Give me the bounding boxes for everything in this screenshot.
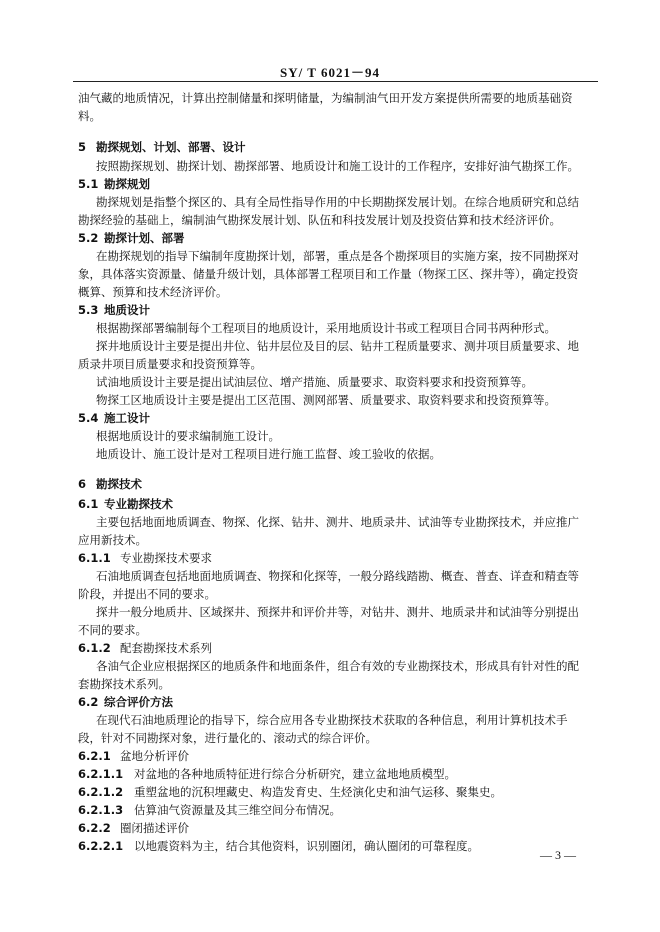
- intro-line-2: 料。: [78, 109, 101, 123]
- section-5-1-line-2: 勘探经验的基础上，编制油气勘探发展计划、队伍和科技发展计划及投资估算和技术经济评价。: [78, 213, 561, 227]
- section-6-1-title: 专业勘探技术: [104, 497, 173, 511]
- section-5-3-paragraph-4: 物探工区地质设计主要是提出工区范围、测网部署、质量要求、取资料要求和投资预算等。: [96, 393, 556, 407]
- section-5-3-paragraph-2a: 探井地质设计主要是提出井位、钻井层位及目的层、钻井工程质量要求、测井项目质量要求、地: [96, 339, 579, 353]
- header-rule: [73, 81, 598, 82]
- section-5-1-line-1: 勘探规划是指整个探区的、具有全局性指导作用的中长期勘探发展计划。在综合地质研究和总结: [96, 195, 579, 209]
- section-5-2-line-1: 在勘探规划的指导下编制年度勘探计划，部署，重点是各个勘探项目的实施方案，按不同勘探对: [96, 249, 579, 263]
- item-6-2-2-1-number: 6.2.2.1: [78, 839, 124, 853]
- section-5-2-number: 5.2: [78, 231, 99, 245]
- section-5-title: 勘探规划、计划、部署、设计: [96, 140, 246, 154]
- section-5-4-paragraph-1: 根据地质设计的要求编制施工设计。: [96, 429, 280, 443]
- section-5-3-number: 5.3: [78, 303, 99, 317]
- section-6-1-number: 6.1: [78, 497, 99, 511]
- section-5-1-number: 5.1: [78, 177, 99, 191]
- section-6-title: 勘探技术: [96, 477, 142, 491]
- item-6-2-1-2-text: 重塑盆地的沉积埋藏史、构造发育史、生烃演化史和油气运移、聚集史。: [134, 785, 502, 799]
- item-6-2-1-1-number: 6.2.1.1: [78, 767, 124, 781]
- section-6-1-2-line-1: 各油气企业应根据探区的地质条件和地面条件，组合有效的专业勘探技术，形成具有针对性的配: [96, 659, 579, 673]
- section-5-3-title: 地质设计: [104, 303, 150, 317]
- section-6-2-title: 综合评价方法: [104, 695, 173, 709]
- section-5-2-title: 勘探计划、部署: [104, 231, 185, 245]
- section-5-4-paragraph-2: 地质设计、施工设计是对工程项目进行施工监督、竣工验收的依据。: [96, 447, 441, 461]
- section-5-3-paragraph-1: 根据勘探部署编制每个工程项目的地质设计，采用地质设计书或工程项目合同书两种形式。: [96, 321, 556, 335]
- section-5-1-title: 勘探规划: [104, 177, 150, 191]
- item-6-2-1-3-number: 6.2.1.3: [78, 803, 124, 817]
- section-6-1-line-2: 应用新技术。: [78, 533, 147, 547]
- section-6-number: 6: [78, 477, 87, 491]
- section-6-1-1-paragraph-1b: 阶段，并提出不同的要求。: [78, 587, 216, 601]
- section-6-2-line-1: 在现代石油地质理论的指导下，综合应用各专业勘探技术获取的各种信息，利用计算机技术手: [96, 713, 568, 727]
- standard-code: SY/ T 6021－94: [280, 65, 380, 80]
- item-6-2-2-1-text: 以地震资料为主，结合其他资料，识别圈闭，确认圈闭的可靠程度。: [134, 839, 479, 853]
- section-6-2-2-title: 圈闭描述评价: [120, 821, 189, 835]
- section-6-1-1-paragraph-2b: 不同的要求。: [78, 623, 147, 637]
- section-6-1-1-title: 专业勘探技术要求: [120, 551, 212, 565]
- section-6-1-2-line-2: 套勘探技术系列。: [78, 677, 170, 691]
- section-5-2-line-3: 概算、预算和技术经济评价。: [78, 285, 228, 299]
- section-6-1-2-title: 配套勘探技术系列: [120, 641, 212, 655]
- section-5-number: 5: [78, 140, 87, 154]
- section-6-1-1-paragraph-1a: 石油地质调查包括地面地质调查、物探和化探等，一般分路线踏勘、概查、普查、详查和精查等: [96, 569, 579, 583]
- section-6-2-1-title: 盆地分析评价: [120, 749, 189, 763]
- section-6-1-1-paragraph-2a: 探井一般分地质井、区域探井、预探井和评价井等，对钻井、测井、地质录井和试油等分别提出: [96, 605, 579, 619]
- section-5-4-number: 5.4: [78, 411, 99, 425]
- section-6-1-line-1: 主要包括地面地质调查、物探、化探、钻井、测井、地质录井、试油等专业勘探技术，并应推广: [96, 515, 579, 529]
- item-6-2-1-3-text: 估算油气资源量及其三维空间分布情况。: [134, 803, 341, 817]
- section-6-2-1-number: 6.2.1: [78, 749, 111, 763]
- item-6-2-1-2-number: 6.2.1.2: [78, 785, 124, 799]
- intro-line-1: 油气藏的地质情况，计算出控制储量和探明储量，为编制油气田开发方案提供所需要的地质基础资: [78, 91, 573, 105]
- section-6-1-2-number: 6.1.2: [78, 641, 111, 655]
- section-5-4-title: 施工设计: [104, 411, 150, 425]
- section-6-1-1-number: 6.1.1: [78, 551, 111, 565]
- section-5-paragraph: 按照勘探规划、勘探计划、勘探部署、地质设计和施工设计的工作程序，安排好油气勘探工作。: [96, 159, 579, 173]
- section-6-2-number: 6.2: [78, 695, 99, 709]
- section-5-3-paragraph-2b: 质录井项目质量要求和投资预算等。: [78, 357, 262, 371]
- item-6-2-1-1-text: 对盆地的各种地质特征进行综合分析研究，建立盆地地质模型。: [134, 767, 456, 781]
- section-6-2-2-number: 6.2.2: [78, 821, 111, 835]
- page-number: — 3 —: [540, 848, 576, 862]
- section-6-2-line-2: 段，针对不同勘探对象，进行量化的、滚动式的综合评价。: [78, 731, 377, 745]
- section-5-3-paragraph-3: 试油地质设计主要是提出试油层位、增产措施、质量要求、取资料要求和投资预算等。: [96, 375, 533, 389]
- section-5-2-line-2: 象，具体落实资源量、储量升级计划，具体部署工程项目和工作量（物探工区、探井等），确定投资: [78, 267, 579, 281]
